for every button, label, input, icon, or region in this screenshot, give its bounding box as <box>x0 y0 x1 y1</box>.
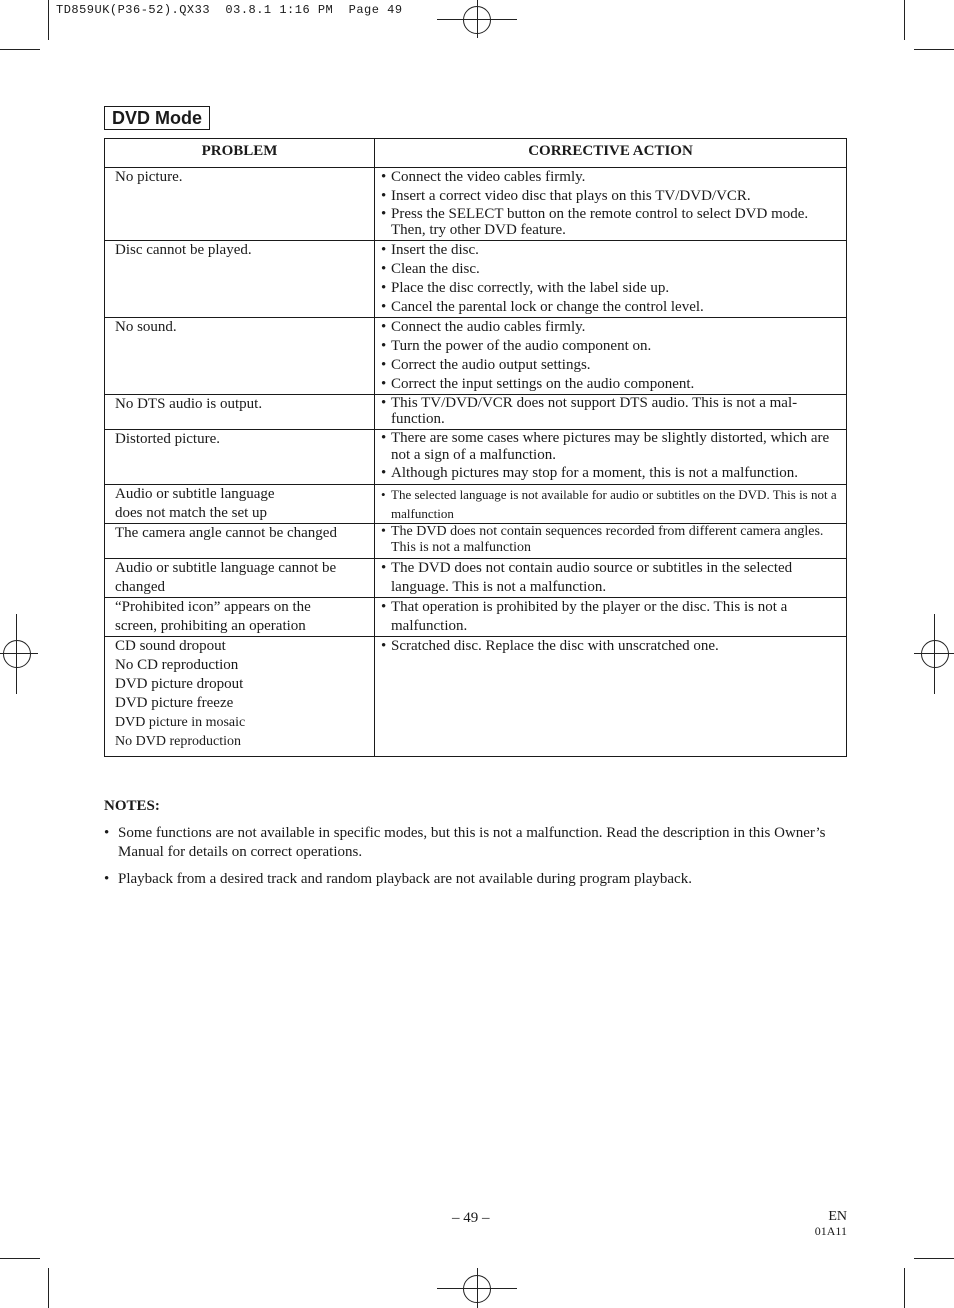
action-cell <box>375 598 847 637</box>
notes-list <box>104 824 834 897</box>
problem-cell <box>105 598 375 637</box>
action-cell <box>375 637 847 757</box>
problem-text: “Prohibited icon” appears on the <box>115 599 311 615</box>
problem-text: Disc cannot be played. <box>115 242 252 258</box>
action-cell <box>375 430 847 485</box>
problem-cell <box>105 168 375 241</box>
crop-mark <box>48 1268 49 1308</box>
action-item: • Place the disc correctly, with the label side up. <box>378 279 846 298</box>
problem-text: screen, prohibiting an operation <box>115 618 306 634</box>
crop-mark <box>0 49 40 50</box>
action-cell <box>375 395 847 430</box>
action-item: • The selected language is not available for audio or subtitles on the DVD. This is not a malfunction <box>378 485 846 523</box>
problem-cell <box>105 637 375 757</box>
troubleshooting-table <box>104 138 847 757</box>
table-row <box>105 395 847 430</box>
action-cell <box>375 241 847 318</box>
column-header-corrective-action: CORRECTIVE ACTION <box>375 139 847 168</box>
note-item: • Playback from a desired track and random playback are not available during program playback. <box>104 870 834 889</box>
table-row <box>105 524 847 559</box>
action-cell <box>375 485 847 524</box>
problem-cell <box>105 395 375 430</box>
problem-text: No CD reproduction <box>115 657 239 673</box>
problem-text: Distorted picture. <box>115 431 220 447</box>
section-title: DVD Mode <box>104 106 210 130</box>
note-item: • Some functions are not available in specific modes, but this is not a malfunction. Read the description in this Owner’s Manual for details on correct operations. <box>104 824 834 862</box>
action-item: • Turn the power of the audio component on. <box>378 337 846 356</box>
table-row <box>105 241 847 318</box>
problem-cell <box>105 485 375 524</box>
language-code: EN <box>828 1209 847 1224</box>
table-row <box>105 430 847 485</box>
column-header-problem: PROBLEM <box>105 139 375 168</box>
action-item: • That operation is prohibited by the player or the disc. This is not a malfunction. <box>378 598 846 636</box>
table-row <box>105 168 847 241</box>
table-row <box>105 559 847 598</box>
action-item: • Scratched disc. Replace the disc with unscratched one. <box>378 637 846 656</box>
problem-text: DVD picture freeze <box>115 695 234 711</box>
problem-text: DVD picture in mosaic <box>115 715 246 730</box>
table-row <box>105 485 847 524</box>
action-item: • Cancel the parental lock or change the control level. <box>378 298 846 317</box>
crop-mark <box>904 0 905 40</box>
crop-mark <box>0 1258 40 1259</box>
action-item: • Insert the disc. <box>378 241 846 260</box>
action-item: • Press the SELECT button on the remote control to select DVD mode. Then, try other DVD feature. <box>378 206 846 238</box>
problem-cell <box>105 524 375 559</box>
problem-cell <box>105 430 375 485</box>
action-cell <box>375 168 847 241</box>
crop-mark <box>904 1268 905 1308</box>
action-item: • The DVD does not contain sequences recorded from different camera angles. This is not a malfunction <box>378 524 846 556</box>
crop-mark <box>914 49 954 50</box>
crop-mark <box>48 0 49 40</box>
print-slug: TD859UK(P36-52).QX33 03.8.1 1:16 PM Page 49 <box>56 3 403 17</box>
problem-text: The camera angle cannot be changed <box>115 525 337 541</box>
table-header-row <box>105 139 847 168</box>
problem-text: does not match the set up <box>115 505 268 521</box>
table-row <box>105 598 847 637</box>
problem-text: No DVD reproduction <box>115 734 241 749</box>
problem-text: DVD picture dropout <box>115 676 244 692</box>
problem-text: No DTS audio is output. <box>115 396 263 412</box>
notes-title: NOTES: <box>104 798 160 814</box>
problem-cell <box>105 559 375 598</box>
action-item: • Correct the input settings on the audio component. <box>378 375 846 394</box>
problem-text: CD sound dropout <box>115 638 226 654</box>
problem-text: No picture. <box>115 169 183 185</box>
action-cell <box>375 318 847 395</box>
action-item: • Although pictures may stop for a moment, this is not a malfunction. <box>378 464 846 483</box>
action-item: • The DVD does not contain audio source or subtitles in the selected language. This is not a malfunction. <box>378 559 846 597</box>
action-item: • Insert a correct video disc that plays on this TV/DVD/VCR. <box>378 187 846 206</box>
action-item: • Clean the disc. <box>378 260 846 279</box>
action-cell <box>375 559 847 598</box>
action-item: • Connect the audio cables firmly. <box>378 318 846 337</box>
page-number: – 49 – <box>452 1210 490 1226</box>
action-item: • This TV/DVD/VCR does not support DTS audio. This is not a mal- function. <box>378 395 846 427</box>
crop-mark <box>914 1258 954 1259</box>
document-code: 01A11 <box>814 1224 847 1238</box>
action-item: • Correct the audio output settings. <box>378 356 846 375</box>
action-cell <box>375 524 847 559</box>
table-row <box>105 318 847 395</box>
problem-cell <box>105 241 375 318</box>
table-row <box>105 637 847 757</box>
problem-text: Audio or subtitle language <box>115 486 275 502</box>
action-item: • Connect the video cables firmly. <box>378 168 846 187</box>
problem-cell <box>105 318 375 395</box>
problem-text: No sound. <box>115 319 177 335</box>
action-item: • There are some cases where pictures may be slightly distorted, which are not a sign of a malfunction. <box>378 430 846 464</box>
problem-text: Audio or subtitle language cannot be changed <box>115 560 337 595</box>
